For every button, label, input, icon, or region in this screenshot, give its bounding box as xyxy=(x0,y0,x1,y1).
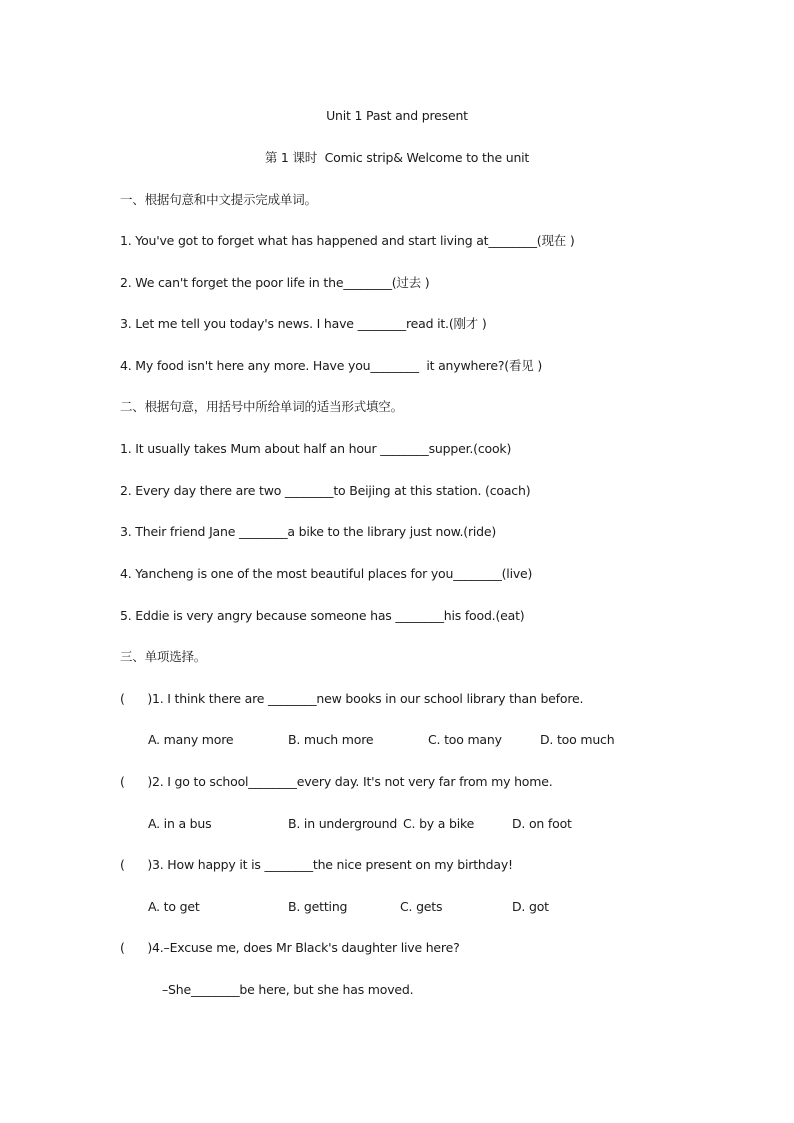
option-c: C. by a bike xyxy=(403,816,475,831)
section-2-item: 4. Yancheng is one of the most beautiful places for you________(live) xyxy=(120,566,533,581)
section-2-item: 2. Every day there are two ________to Beijing at this station. (coach) xyxy=(120,483,531,498)
option-c: C. too many xyxy=(428,732,502,747)
option-b: B. in underground xyxy=(288,816,398,831)
question-stem: ( )3. How happy it is ________the nice present on my birthday! xyxy=(120,857,513,872)
option-a: A. to get xyxy=(148,899,200,914)
option-a: A. in a bus xyxy=(148,816,212,831)
section-1-item: 1. You've got to forget what has happened and start living at________(现在 ) xyxy=(120,233,575,248)
option-d: D. too much xyxy=(540,732,615,747)
option-d: D. on foot xyxy=(512,816,572,831)
option-b: B. much more xyxy=(288,732,374,747)
question-continuation: –She________be here, but she has moved. xyxy=(162,982,414,997)
section-3-heading: 三、单项选择。 xyxy=(120,649,207,664)
section-2-heading: 二、根据句意，用括号中所给单词的适当形式填空。 xyxy=(120,399,403,414)
option-d: D. got xyxy=(512,899,549,914)
section-1-item: 3. Let me tell you today's news. I have ________read it.(刚才 ) xyxy=(120,316,487,331)
option-a: A. many more xyxy=(148,732,234,747)
section-1-item: 2. We can't forget the poor life in the________(过去 ) xyxy=(120,275,430,290)
section-1-item: 4. My food isn't here any more. Have you________ it anywhere?(看见 ) xyxy=(120,358,543,373)
question-stem: ( )1. I think there are ________new books in our school library than before. xyxy=(120,691,584,706)
question-stem: ( )2. I go to school________every day. It's not very far from my home. xyxy=(120,774,553,789)
option-c: C. gets xyxy=(400,899,443,914)
section-2-item: 3. Their friend Jane ________a bike to the library just now.(ride) xyxy=(120,524,497,539)
question-stem: ( )4.–Excuse me, does Mr Black's daughter live here? xyxy=(120,940,460,955)
lesson-subtitle: 第 1 课时 Comic strip& Welcome to the unit xyxy=(264,150,530,165)
option-b: B. getting xyxy=(288,899,348,914)
section-2-item: 5. Eddie is very angry because someone has ________his food.(eat) xyxy=(120,608,525,623)
section-2-item: 1. It usually takes Mum about half an hour ________supper.(cook) xyxy=(120,441,512,456)
section-1-heading: 一、根据句意和中文提示完成单词。 xyxy=(120,192,317,207)
page-title: Unit 1 Past and present xyxy=(326,108,468,123)
